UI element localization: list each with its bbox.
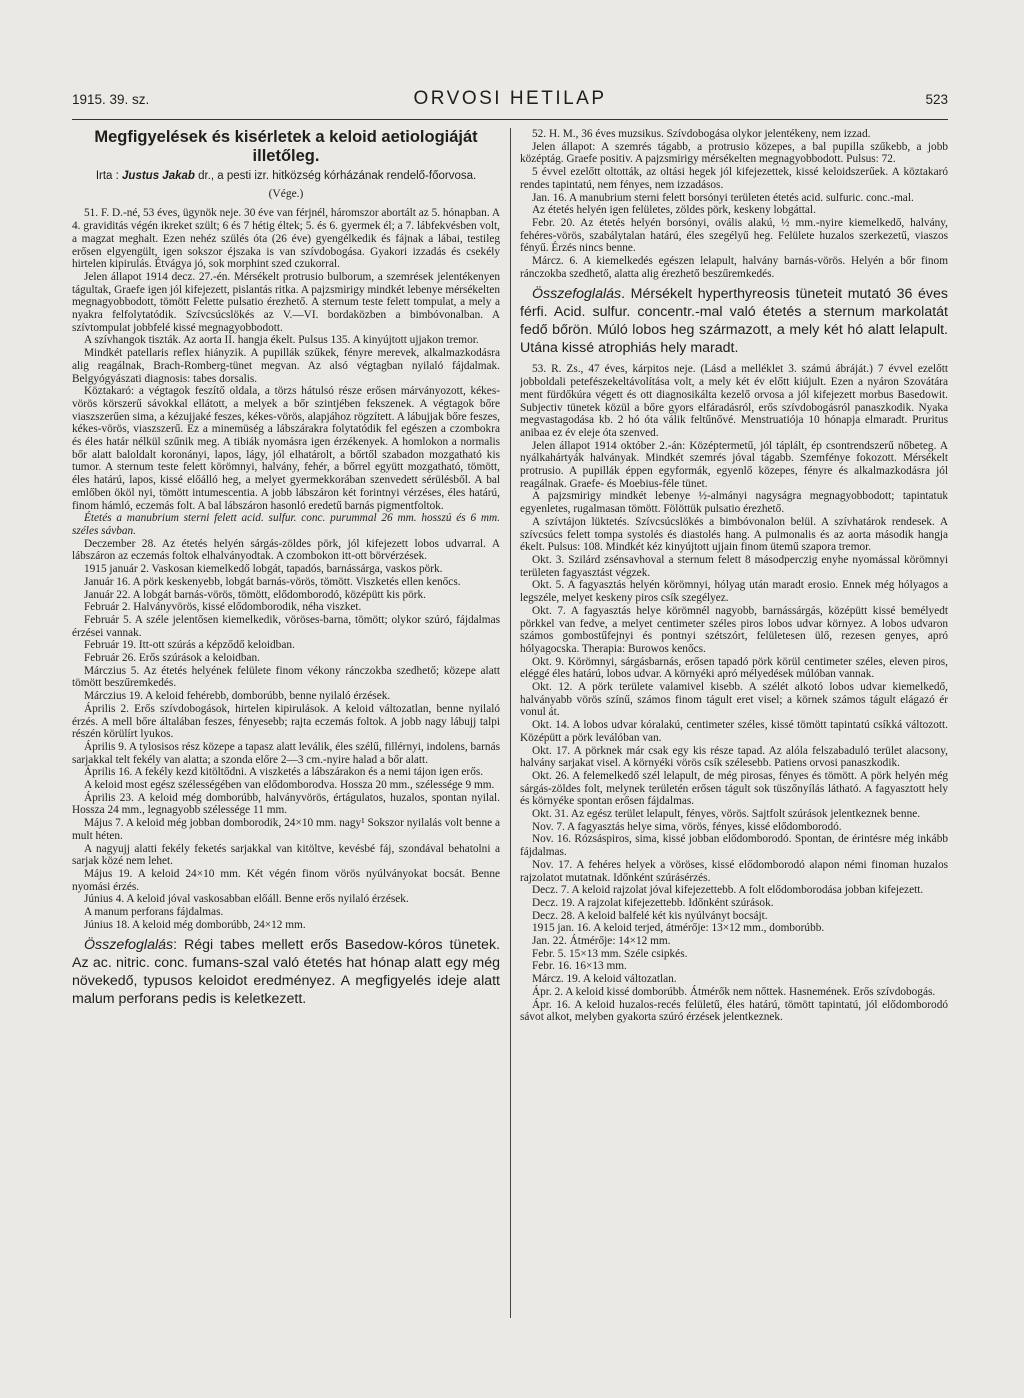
case-paragraph: Febr. 5. 15×13 mm. Széle csipkés.	[532, 947, 688, 960]
summary-text: . Mérsékelt hyperthyreosis tüneteit mutató 36 éves férfi. Acid. sulfur. concentr.-mal való étetés a sternum markolatát fedő bőrön. Múló lobos heg származott, a mely két hó alatt lelapult. Utána kissé atrophiás hely maradt.	[520, 286, 948, 357]
case-paragraph: Január 22. A lobgát barnás-vörös, tömött, elődomborodó, középütt kis pörk.	[84, 588, 426, 601]
case-paragraph: Ápr. 16. A keloid huzalos-recés felületű, éles határú, tömött tapintatú, jól elődomborodó sávot alkot, melyben gyakorta szúró érzések jelentkeznek.	[520, 998, 948, 1024]
case-paragraph: Május 7. A keloid még jobban domborodik, 24×10 mm. nagy¹ Sokszor nyilalás volt benne a mult héten.	[72, 817, 500, 842]
case-paragraph: Április 2. Erős szívdobogások, hirtelen kipirulások. A keloid változatlan, benne nyilaló érzés. A mell bőre általában feszes, fényesebb; rajta eczemás foltok. A jobb nagy lábujj talpi részén körülírt lyukos.	[72, 702, 500, 741]
case-paragraph: Jelen állapot 1914 október 2.-án: Középtermetű, jól táplált, ép csontrendszerű nőbeteg. A nyálkahártyák halványak. Mindkét szemrés jóval tágabb. Szemfénye fokozott. Mérsékelt protrusio. A pupillák éppen egyformák, egyenlő közepes, fényre és alkalmazkodásra jól reagálnak. Graefe- és Moebius-féle tünet.	[520, 439, 948, 490]
case-paragraph: Április 23. A keloid még domborúbb, halványvörös, értágulatos, huzalos, spontan nyilal. Hossza 24 mm., legnagyobb szélessége 11 mm.	[72, 791, 500, 817]
case-paragraph: 53. R. Zs., 47 éves, kárpitos neje. (Lásd a melléklet 3. számú ábráját.) 7 évvel ezelőtt jobboldali petefészekeltávolítása volt, a mely két év előtt kiújult. Ezen a nyáron Szovátára ment fürdőkúra végett és ott diagnosikálta kezelő orvosa a jól kifejezett morbus Basedowit. Subjectiv tünetek közül a bőre gyors elfáradásról, erős szívdobogásról panaszkodik. Nyaka megvastagodása kb. 2 hó óta válik feltűnővé. Menstruatiója 10 hónapja elmaradt. Pruritus anibaa ez év eleje óta szenved.	[520, 363, 948, 439]
case-paragraph: A szívtájon lüktetés. Szívcsúcslökés a bimbóvonalon belül. A szívhatárok rendesek. A szívcsúcs felett tompa systolés és diastolés hang. A pulmonalis és az aorta második hangja ékelt. Pulsus: 108. Mindkét kéz kinyújtott ujjain finom ütemű szapora tremor.	[520, 515, 948, 554]
case-paragraph: Február 5. A széle jelentősen kiemelkedik, vöröses-barna, tömött; olykor szúró, fájdalmas érzései vannak.	[72, 613, 500, 639]
issue-number: 1915. 39. sz.	[72, 92, 150, 107]
case-paragraph: A keloid most egész szélességében van elődomborodva. Hossza 20 mm., szélessége 9 mm.	[84, 779, 495, 792]
case-paragraph: Február 2. Halványvörös, kissé elődomborodik, néha viszket.	[84, 601, 362, 614]
case-paragraph: Okt. 9. Körömnyi, sárgásbarnás, erősen tapadó pörk körül centimeter széles, eleven piros, eléggé éles határú, lobos udvar. A környéki apró mélyedések múlóban vannak.	[520, 655, 948, 681]
case-paragraph: A pajzsmirigy mindkét lebenye ½-almányi nagyságra megnagyobbodott; tapintatuk egyenletes, rugalmasan tömött. Fölöttük pulsatio érezhető.	[520, 490, 948, 516]
article-title: Megfigyelések és kisérletek a keloid aetiologiáját illetőleg.	[94, 128, 478, 165]
case-paragraph: Nov. 17. A fehéres helyek a vöröses, kissé elődomborodó alapon némi finoman huzalos rajzolatot mutatnak. Időnként szúrásérzés.	[520, 858, 948, 884]
continuation-note: (Vége.)	[268, 187, 304, 200]
case-paragraph: 5 évvel ezelőtt oltották, az oltási hegek jól kifejezettek, kissé keloidszerűek. A köztakaró rendes tapintatú, nem fényes, nem izzadásos.	[520, 166, 948, 191]
case-paragraph: Június 18. A keloid még domborúbb, 24×12 mm.	[84, 918, 306, 931]
case-paragraph: Decz. 7. A keloid rajzolat jóval kifejezettebb. A folt elődomborodása jobban kifejezett.	[532, 884, 924, 897]
case-paragraph: Okt. 3. Szilárd zsénsavhoval a sternum felett 8 másodperczig enyhe nyomással körömnyi területen fagyasztást végzek.	[520, 553, 948, 579]
summary-text: : Régi tabes mellett erős Basedow-kóros tünetek. Az ac. nitric. conc. fumans-szal való étetés hat hónap alatt egy még növekedő, typusos keloidot eredményez. A megfigyelés ideje alatt malum perforans pedis is keletkezett.	[72, 937, 500, 1008]
case-paragraph: Okt. 14. A lobos udvar kóralakú, centimeter széles, kissé tömött tapintatú csíkká változott. Középütt a pörk leválóban van.	[520, 719, 948, 744]
case-paragraph: Febr. 20. Az étetés helyén borsónyi, ovális alakú, ½ mm.-nyire kiemelkedő, halvány, fehéres-vörös, szabálytalan határú, éles szegélyű heg. Felülete huzalos szerkezetű, viaszos fényű. Érzés nincs benne.	[520, 216, 948, 255]
case-paragraph: Jan. 22. Átmérője: 14×12 mm.	[532, 935, 671, 948]
column-divider	[510, 128, 511, 1318]
case-paragraph: Jan. 16. A manubrium sterni felett borsónyi területen étetés acid. sulfuric. conc.-mal.	[532, 191, 914, 204]
case-paragraph: Deczember 28. Az étetés helyén sárgás-zöldes pörk, jól kifejezett lobos udvarral. A lábszáron az eczemás foltok elhalványodtak. A czombokon itt-ott börvérzések.	[72, 537, 500, 563]
case-paragraph: Köztakaró: a végtagok feszítő oldala, a törzs hátulsó része erősen márványozott, kékes-vörös körszerű sávokkal ellátott, a melyek a bőr szintjében fekszenek. A végtagok bőre viaszszerűen sima, a kézujjaké feszes, kékes-vörös, alapjához rögzített. A lábujjak bőre feszes, kékes-vörös, viaszszerű. Ez a minemüség a lábszárakra folytatódik fel egészen a czombokra és éles határ nélkül szűnik meg. A tibiák nyomásra igen érzékenyek. A homlokon a normalis bőr alatt baloldalt koronányi, lapos, lágy, jól elhatárolt, a bőrtől szabadon mozgatható kis tumor. A sternum teste felett körömnyi, halvány, fehér, a bőrrel együtt mozgatható, tömött, éles határú, lapos, kissé előálló heg, a melyet gyermekkorában szenvedett sérülésből. A bal emlőben ököl nyi, tömött intumescentia. A jobb lábszáron két forintnyi vérzéses, éles határú, finom hámló, eczemás folt. A bal lábszáron hasonló eredetű barnás pigmentfoltok.	[72, 385, 500, 512]
case-paragraph: Márcz. 6. A kiemelkedés egészen lelapult, halvány barnás-vörös. Helyén a bőr finom ránczokba szedhető, alatta alig érezhető beszűremkedés.	[520, 255, 948, 280]
case-paragraph: Az étetés helyén igen felületes, zöldes pörk, keskeny lobgáttal.	[532, 204, 816, 217]
case-paragraph: 1915 jan. 16. A keloid terjed, átmérője: 13×12 mm., domborúbb.	[532, 922, 825, 935]
case-paragraph: Okt. 5. A fagyasztás helyén körömnyi, hólyag után maradt erosio. Ennek még hólyagos a legszéle, melyet keskeny piros csík szegélyez.	[520, 579, 948, 605]
case-paragraph: Február 26. Erős szúrások a keloidban.	[84, 652, 260, 665]
header-rule	[72, 119, 948, 120]
summary-label: Összefoglalás	[532, 286, 622, 303]
treatment-paragraph: Étetés a manubrium sterni felett acid. sulfur. conc. purummal 26 mm. hosszú és 6 mm. széles sávban.	[72, 512, 500, 537]
case-paragraph: Decz. 19. A rajzolat kifejezettebb. Időnként szúrások.	[532, 896, 774, 909]
left-column	[72, 128, 500, 1320]
summary-label: Összefoglalás	[84, 937, 174, 954]
case-paragraph: Márczius 5. Az étetés helyének felülete finom vékony ránczokba szedhető; közepe alatt tömött beszűremkedés.	[72, 664, 500, 690]
case-paragraph: Nov. 16. Rózsáspiros, sima, kissé jobban elődomborodó. Spontan, de érintésre még inkább fájdalmas.	[520, 833, 948, 859]
case-paragraph: Márczius 19. A keloid fehérebb, domborúbb, benne nyilaló érzések.	[84, 690, 391, 703]
case-paragraph: Május 19. A keloid 24×10 mm. Két végén finom vörös nyúlványokat bocsát. Benne nyomási érzés.	[72, 867, 500, 893]
case-paragraph: Nov. 7. A fagyasztás helye sima, vörös, fényes, kissé elődomborodó.	[532, 820, 842, 833]
case-paragraph: Június 4. A keloid jóval vaskosabban előáll. Benne erős nyilaló érzések.	[84, 893, 409, 906]
case-paragraph: Mindkét patellaris reflex hiányzik. A pupillák szűkek, fényre merevek, alkalmazkodásra alig reagálnak, Brach-Romberg-tünet megvan. Az alsó végtagban nyilaló fájdalmak. Belgyógyászati diagnosis: tabes dorsalis.	[72, 347, 500, 385]
author-affiliation: dr., a pesti izr. hitközség kórházának rendelő-főorvosa.	[198, 170, 477, 182]
case-paragraph: A manum perforans fájdalmas.	[84, 906, 224, 919]
case-paragraph: Jelen állapot: A szemrés tágabb, a protrusio közepes, a bal pupilla szűkebb, a jobb középtág. Graefe positiv. A pajzsmirigy mérsékelten megnagyobbodott. Pulsus: 72.	[520, 140, 948, 166]
case-paragraph: A nagyujj alatti fekély feketés sarjakkal van kitöltve, kevésbé fáj, szondával behatolni a sarjak közé nem lehet.	[72, 842, 500, 868]
case-paragraph: Decz. 28. A keloid balfelé két kis nyúlványt bocsájt.	[532, 909, 768, 922]
case-paragraph: Febr. 16. 16×13 mm.	[532, 960, 627, 973]
case-paragraph: Ápr. 2. A keloid kissé domborúbb. Átmérők nem nőttek. Hasnemének. Erős szívdobogás.	[532, 985, 936, 998]
case-paragraph: Április 9. A tylosisos rész közepe a tapasz alatt leválik, éles szélű, fillérnyi, indolens, barnás sarjakkal telt fekély van alatta; a szonda előre 2—3 cm.-nyire halad a bőr alatt.	[72, 740, 500, 766]
case-paragraph: Okt. 31. Az egész terület lelapult, fényes, vörös. Sajtfolt szúrások jelentkeznek benne.	[532, 808, 921, 821]
author-name: Justus Jakab	[122, 170, 195, 182]
case-paragraph: A szívhangok tiszták. Az aorta II. hangja ékelt. Pulsus 135. A kinyújtott ujjakon tremor.	[84, 334, 479, 347]
case-paragraph: Január 16. A pörk keskenyebb, lobgát barnás-vörös, tömött. Viszketés ellen kenőcs.	[84, 575, 461, 588]
case-paragraph: 51. F. D.-né, 53 éves, ügynök neje. 30 éve van férjnél, háromszor abortált az 5. hónapban. A 4. graviditás végén ikreket szült; 6 és 7 hétig éltek; 5. és 6. gyermek él; a 7. lábfekvésben volt, a magzat meghalt. Ezen nehéz szülés óta (26 éve) gyengélkedik és fájnak a lábai, testileg erősen elgyengült, igen sokszor éjszaka is van szívdobogása. Gyakori izzadás és csekély hirtelen kipirulás. Étvágya jó, sok morphint szed czukorral.	[72, 207, 500, 271]
journal-title: ORVOSI HETILAP	[413, 88, 607, 109]
case-paragraph: Április 16. A fekély kezd kitöltődni. A viszketés a lábszárakon és a nemi tájon igen erős.	[84, 766, 484, 779]
author-prefix: Irta :	[95, 170, 119, 182]
summary-paragraph	[520, 285, 948, 357]
case-paragraph: 52. H. M., 36 éves muzsikus. Szívdobogása olykor jelentékeny, nem izzad.	[532, 128, 871, 140]
case-paragraph: Okt. 26. A felemelkedő szél lelapult, de még pirosas, fényes és tömött. A pörk helyén még sárgás-zöldes folt, melynek területén erősen tágult sok tüszőnyílás látható. A fagyasztott hely és környéke spontan erősen fájdalmas.	[520, 769, 948, 808]
running-header	[72, 88, 948, 112]
page-number: 523	[925, 92, 948, 107]
article-author	[72, 170, 500, 183]
case-paragraph: Okt. 12. A pörk területe valamivel kisebb. A szélét alkotó lobos udvar kiemelkedő, halványabb vörös színű, számos finom tágult eret visel; a körnek számos tágult elágazó ér vonul át.	[520, 681, 948, 719]
case-paragraph: 1915 január 2. Vaskosan kiemelkedő lobgát, tapadós, barnássárga, vaskos pörk.	[84, 563, 443, 576]
case-paragraph: Márcz. 19. A keloid változatlan.	[532, 973, 677, 986]
case-paragraph: Okt. 7. A fagyasztás helye körömnél nagyobb, barnássárgás, középütt kissé bemélyedt pörkkel van fedve, a melyet centimeter széles piros lobos udvar környez. A lobos udvaron számos gombostűfejnyi és pontnyi szétszórt, felületesen ülő, rezesen genyes, apró hólyagocska. Therapia: Burowos kenőcs.	[520, 604, 948, 655]
case-paragraph: Február 19. Itt-ott szúrás a képződő keloidban.	[84, 639, 295, 652]
case-paragraph: Jelen állapot 1914 decz. 27.-én. Mérsékelt protrusio bulborum, a szemrések jelentékenyen tágultak, Graefe igen jól kifejezett, pislantás ritka. A pajzsmirigy mindkét lebenye mérsékelten megnagyobbodott, tömött Felette pulsatio érezhető. A sternum teste felett tompulat, a mely a nyakra felfolytatódik. Szívcsúcslökés az V.—VI. bordaközben a bimbóvonalban. A szívtompulat jobbfelé kissé megnagyobbodott.	[72, 270, 500, 334]
right-column	[520, 128, 948, 1320]
summary-paragraph	[72, 936, 500, 1008]
case-paragraph: Okt. 17. A pörknek már csak egy kis része tapad. Az alóla felszabaduló terület alacsony, halvány sarjakat visel. A környéki vörös csík szélesebb. Patiens orvosi panaszkodik.	[520, 744, 948, 770]
